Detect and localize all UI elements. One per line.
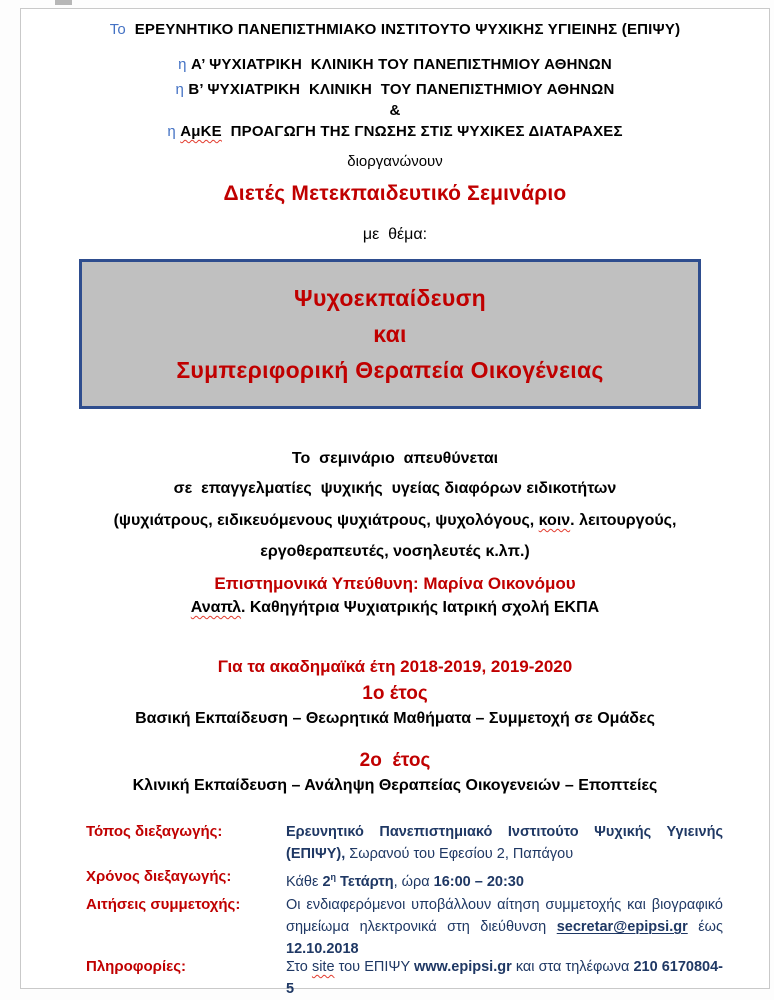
topic-line-3: Συμπεριφορική Θεραπεία Οικογένειας [176, 357, 604, 383]
year2-title: 2ο έτος [359, 750, 431, 771]
text-segment: Οι ενδιαφερόμενοι υποβάλλουν αίτηση συμμετοχής και βιογραφικό σημείωμα ηλεκτρονικά στη διεύθυνση [286, 897, 723, 935]
supervisor-subtitle [21, 598, 769, 618]
audience-line-1: Το σεμινάριο απευθύνεται [291, 450, 499, 467]
document-page [20, 8, 770, 997]
page-top-notch [55, 0, 72, 5]
ampersand-separator: & [389, 102, 401, 119]
detail-label-applications: Αιτήσεις συμμετοχής: [86, 896, 241, 913]
year1-description: Βασική Εκπαίδευση – Θεωρητικά Μαθήματα – Συμμετοχή σε Ομάδες [135, 710, 655, 727]
audience-line-3 [21, 511, 769, 531]
audience-line-2: σε επαγγελματίες ψυχικής υγείας διαφόρων ειδικοτήτων [173, 480, 617, 497]
detail-label-location: Τόπος διεξαγωγής: [86, 823, 223, 840]
text-segment: έως [687, 919, 723, 935]
text-segment: 16:00 – 20:30 [433, 873, 524, 890]
text-segment: 12.10.2018 [286, 941, 359, 957]
detail-content-location [286, 821, 723, 865]
audience-line-4: εργοθεραπευτές, νοσηλευτές κ.λπ.) [260, 543, 530, 560]
org-line-institute [21, 21, 769, 40]
email-link[interactable]: secretar@epipsi.gr [556, 919, 688, 935]
detail-content-information [286, 956, 723, 1000]
detail-label-time: Χρόνος διεξαγωγής: [86, 868, 232, 885]
text-segment: η [175, 81, 189, 98]
text-segment: . λειτουργούς, [570, 512, 677, 529]
text-segment: Τετάρτη [336, 873, 394, 890]
topic-line-2: και [373, 321, 407, 347]
topic-box [79, 259, 701, 409]
academic-years-heading: Για τα ακαδημαϊκά έτη 2018-2019, 2019-2020 [217, 657, 573, 676]
seminar-title: Διετές Μετεκπαιδευτικό Σεμινάριο [223, 182, 567, 205]
org-line-clinic-a [21, 56, 769, 75]
supervisor-title: Επιστημονικά Υπεύθυνη: Μαρίνα Οικονόμου [214, 574, 576, 593]
text-segment: Σωρανού του Εφεσίου 2, Παπάγου [345, 846, 574, 862]
text-segment: Β’ ΨΥΧΙΑΤΡΙΚΗ ΚΛΙΝΙΚΗ ΤΟΥ ΠΑΝΕΠΙΣΤΗΜΙΟΥ ΑΘΗΝΩΝ [188, 81, 615, 98]
topic-line-1: Ψυχοεκπαίδευση [294, 285, 486, 311]
text-segment: Το [109, 21, 135, 38]
text-segment: . Καθηγήτρια Ψυχιατρικής Ιατρική σχολή ΕΚΠΑ [241, 599, 600, 616]
text-segment: και στα τηλέφωνα [511, 959, 634, 975]
detail-label-information: Πληροφορίες: [86, 958, 187, 975]
website-text: www.epipsi.gr [413, 959, 512, 975]
year2-description: Κλινική Εκπαίδευση – Ανάληψη Θεραπείας Οικογενειών – Εποπτείες [132, 777, 658, 794]
detail-content-applications [286, 894, 723, 960]
text-segment: η [178, 56, 191, 73]
text-segment: η [330, 872, 337, 882]
text-segment: ΑμΚΕ [180, 123, 222, 140]
text-segment: site [311, 959, 335, 975]
text-segment: 210 6170804-5 [286, 959, 724, 997]
text-segment: Κάθε [286, 873, 323, 890]
text-segment: Α’ ΨΥΧΙΑΤΡΙΚΗ ΚΛΙΝΙΚΗ ΤΟΥ ΠΑΝΕΠΙΣΤΗΜΙΟΥ ΑΘΗΝΩΝ [190, 56, 612, 73]
text-segment: Αναπλ [190, 599, 242, 616]
org-line-clinic-b [21, 81, 769, 100]
text-segment: του ΕΠΙΨΥ [334, 959, 414, 975]
text-segment: , ώρα [393, 873, 434, 890]
text-segment: ΠΡΟΑΓΩΓΗ ΤΗΣ ΓΝΩΣΗΣ ΣΤΙΣ ΨΥΧΙΚΕΣ ΔΙΑΤΑΡΑΧΕΣ [221, 123, 623, 140]
text-segment: ΕΡΕΥΝΗΤΙΚΟ ΠΑΝΕΠΙΣΤΗΜΙΑΚΟ ΙΝΣΤΙΤΟΥΤΟ ΨΥΧΙΚΗΣ ΥΓΙΕΙΝΗΣ (ΕΠΙΨΥ) [134, 21, 681, 38]
year1-title: 1ο έτος [362, 683, 428, 704]
text-segment: κοιν [538, 512, 571, 529]
text-segment: (ψυχιάτρους, ειδικευόμενους ψυχιάτρους, ψυχολόγους, [113, 512, 539, 529]
text-segment: Ερευνητικό Πανεπιστημιακό Ινστιτούτο Ψυχικής Υγιεινής (ΕΠΙΨΥ), [286, 824, 723, 862]
text-segment: Στο [286, 959, 312, 975]
theme-label: με θέμα: [362, 226, 428, 243]
org-line-amke [21, 123, 769, 142]
organize-verb: διοργανώνουν [347, 153, 443, 170]
text-segment: η [167, 123, 181, 140]
text-segment: 2 [322, 873, 331, 890]
detail-content-time [286, 866, 723, 893]
